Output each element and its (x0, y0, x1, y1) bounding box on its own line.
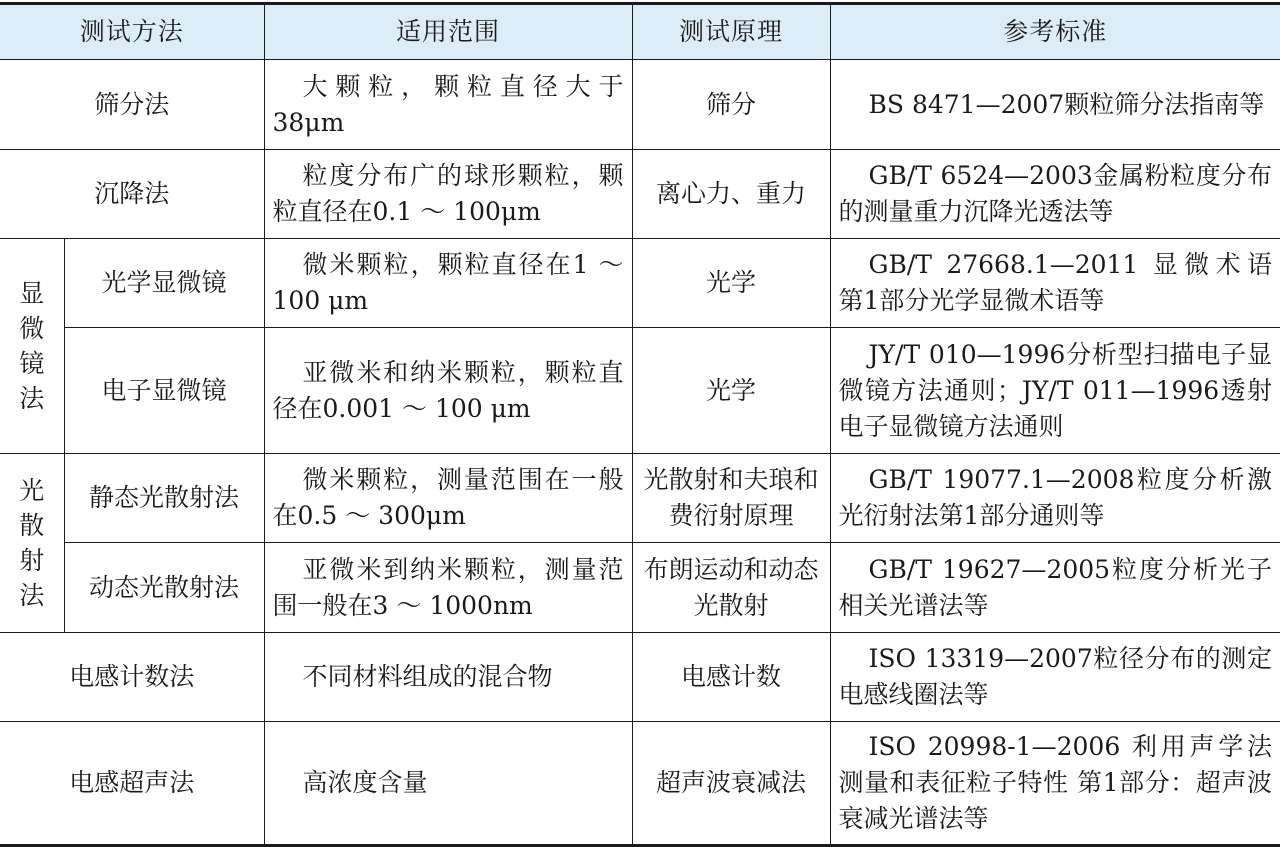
method-cell: 光学显微镜 (64, 239, 264, 328)
method-cell: 沉降法 (0, 150, 264, 239)
scope-cell: 微米颗粒，颗粒直径在1 ～ 100 μm (264, 239, 632, 328)
group-char: 散 (19, 511, 45, 540)
scope-cell: 高浓度含量 (264, 722, 632, 846)
table-row (0, 722, 1280, 846)
standard-cell: JY/T 010—1996分析型扫描电子显微镜方法通则；JY/T 011—1996透射电子显微镜方法通则 (830, 328, 1280, 454)
scope-cell: 亚微米和纳米颗粒，颗粒直径在0.001 ～ 100 μm (264, 328, 632, 454)
group-char: 光 (19, 476, 45, 505)
group-cell-scattering (0, 454, 64, 633)
group-cell-microscopy (0, 239, 64, 454)
header-standard: 参考标准 (830, 4, 1280, 60)
table-header-row (0, 4, 1280, 60)
principle-cell: 超声波衰减法 (632, 722, 830, 846)
standard-cell: GB/T 6524—2003金属粉粒度分布的测量重力沉降光透法等 (830, 150, 1280, 239)
principle-cell: 光学 (632, 239, 830, 328)
particle-size-test-methods-table (0, 2, 1280, 847)
group-char: 微 (19, 314, 45, 343)
standard-cell: ISO 20998-1—2006 利用声学法测量和表征粒子特性 第1部分：超声波衰减光谱法等 (830, 722, 1280, 846)
group-char: 显 (19, 279, 45, 308)
table-row (0, 543, 1280, 633)
scope-cell: 微米颗粒，测量范围在一般在0.5 ～ 300μm (264, 454, 632, 543)
scope-cell: 大颗粒，颗粒直径大于38μm (264, 60, 632, 150)
header-principle: 测试原理 (632, 4, 830, 60)
method-cell: 动态光散射法 (64, 543, 264, 633)
principle-cell: 光学 (632, 328, 830, 454)
table-row (0, 150, 1280, 239)
standard-cell: ISO 13319—2007粒径分布的测定电感线圈法等 (830, 633, 1280, 722)
standard-cell: GB/T 19627—2005粒度分析光子相关光谱法等 (830, 543, 1280, 633)
method-cell: 筛分法 (0, 60, 264, 150)
method-cell: 电子显微镜 (64, 328, 264, 454)
standard-cell: GB/T 27668.1—2011 显微术语 第1部分光学显微术语等 (830, 239, 1280, 328)
table-row (0, 633, 1280, 722)
group-char: 镜 (19, 349, 45, 378)
principle-cell: 筛分 (632, 60, 830, 150)
scope-cell: 粒度分布广的球形颗粒，颗粒直径在0.1 ～ 100μm (264, 150, 632, 239)
table-row (0, 328, 1280, 454)
table-row (0, 239, 1280, 328)
method-cell: 静态光散射法 (64, 454, 264, 543)
standard-cell: BS 8471—2007颗粒筛分法指南等 (830, 60, 1280, 150)
principle-cell: 布朗运动和动态光散射 (632, 543, 830, 633)
principle-cell: 电感计数 (632, 633, 830, 722)
header-test-method: 测试方法 (0, 4, 264, 60)
principle-cell: 光散射和夫琅和费衍射原理 (632, 454, 830, 543)
scope-cell: 不同材料组成的混合物 (264, 633, 632, 722)
method-cell: 电感超声法 (0, 722, 264, 846)
standard-cell: GB/T 19077.1—2008粒度分析激光衍射法第1部分通则等 (830, 454, 1280, 543)
group-char: 法 (19, 384, 45, 413)
method-cell: 电感计数法 (0, 633, 264, 722)
header-scope: 适用范围 (264, 4, 632, 60)
document (0, 2, 1280, 847)
scope-cell: 亚微米到纳米颗粒，测量范围一般在3 ～ 1000nm (264, 543, 632, 633)
table-row (0, 454, 1280, 543)
group-char: 法 (19, 581, 45, 610)
principle-cell: 离心力、重力 (632, 150, 830, 239)
group-char: 射 (19, 546, 45, 575)
table-row (0, 60, 1280, 150)
